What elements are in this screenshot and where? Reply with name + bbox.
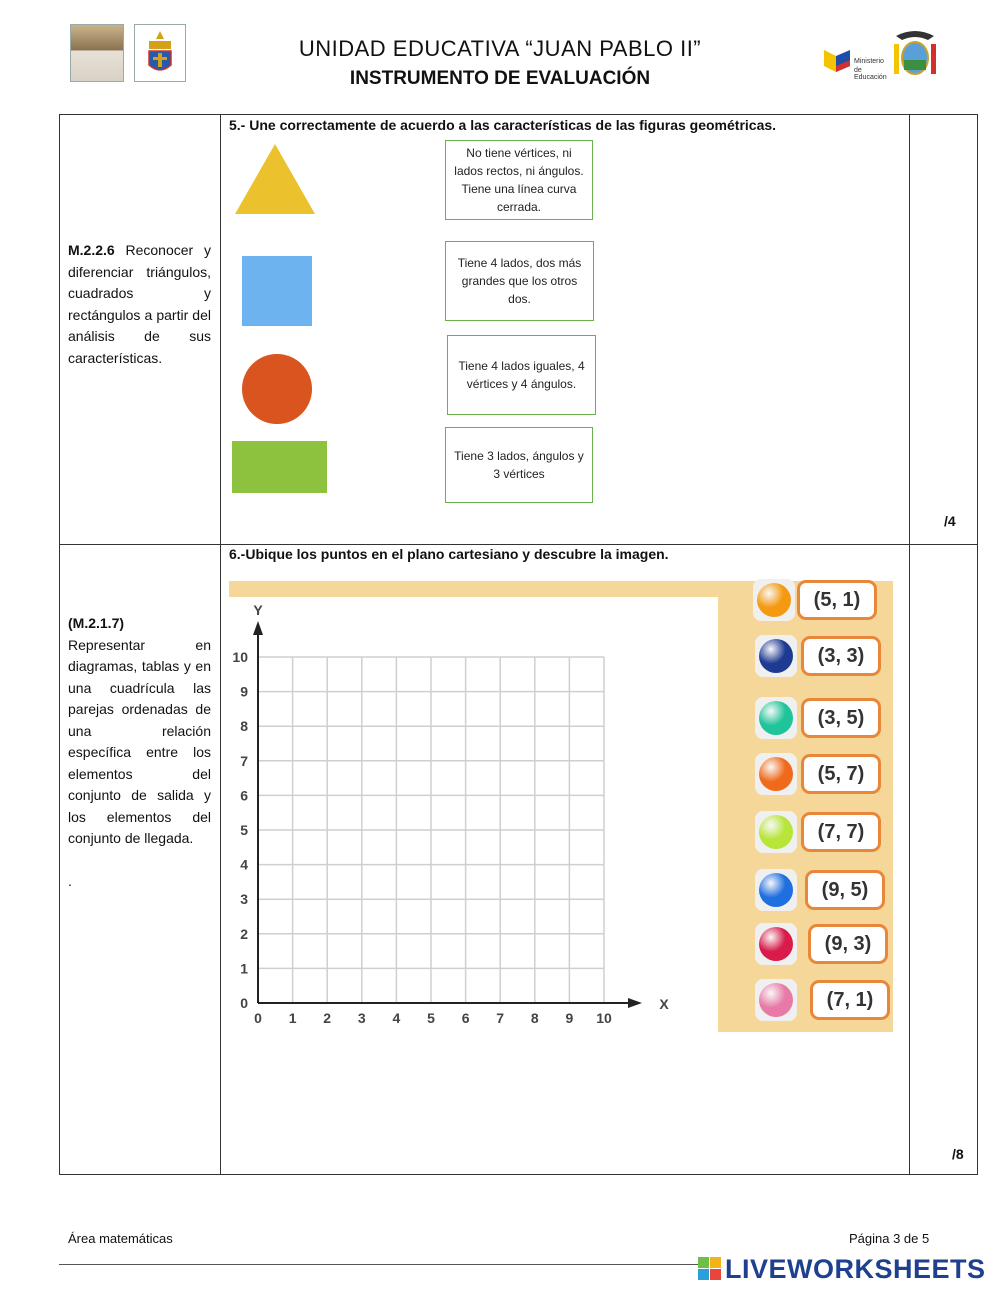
x-tick-label: 7: [496, 1010, 505, 1026]
footer-area: Área matemáticas: [68, 1231, 173, 1246]
q6-score: /8: [952, 1146, 964, 1162]
x-tick-label: 10: [596, 1010, 612, 1026]
y-tick-label: 7: [240, 752, 248, 769]
pope-photo: [70, 24, 124, 82]
ball-holder[interactable]: [755, 811, 797, 853]
ordered-pair-label: (7, 1): [810, 980, 890, 1020]
y-tick-label: 4: [240, 856, 248, 873]
table-col-divider-1: [220, 114, 221, 1175]
ordered-pair-label: (9, 5): [805, 870, 885, 910]
colored-ball-icon: [757, 583, 791, 617]
rectangle-shape: [232, 441, 327, 493]
colored-ball-icon: [759, 927, 793, 961]
x-tick-label: 8: [530, 1010, 539, 1026]
triangle-shape: [233, 142, 317, 216]
colored-ball-icon: [759, 873, 793, 907]
q5-score: /4: [944, 513, 956, 529]
x-tick-label: 5: [427, 1010, 435, 1026]
q5-standard-code: M.2.2.6: [68, 242, 115, 258]
q6-standard: [68, 613, 211, 893]
x-tick-label: 3: [357, 1010, 366, 1026]
q6-standard-text: Representar en diagramas, tablas y en una cuadrícula las parejas ordenadas de una relación específica entre los elementos del conjunto de salida y los elementos del conjunto de llegada.: [68, 636, 211, 846]
footer-page: Página 3 de 5: [849, 1231, 930, 1246]
ball-holder[interactable]: [755, 923, 797, 965]
description-box-rectangle[interactable]: Tiene 4 lados, dos más grandes que los otros dos.: [445, 241, 594, 321]
y-tick-label: 10: [232, 649, 248, 665]
q5-standard-text: Reconocer y diferenciar triángulos, cuadrados y rectángulos a partir del análisis de sus características.: [68, 242, 211, 366]
table-left-border: [59, 114, 60, 1175]
square-shape: [242, 256, 312, 326]
description-box-triangle[interactable]: Tiene 3 lados, ángulos y 3 vértices: [445, 427, 593, 503]
ball-holder[interactable]: [753, 579, 795, 621]
ministry-text-2: de Educación: [854, 67, 887, 81]
instrument-subtitle: INSTRUMENTO DE EVALUACIÓN: [349, 68, 651, 89]
table-bottom-border: [59, 1174, 978, 1175]
ball-holder[interactable]: [755, 979, 797, 1021]
y-tick-label: 0: [240, 995, 248, 1011]
ordered-pair-label: (9, 3): [808, 924, 888, 964]
y-axis-label: Y: [253, 602, 263, 618]
ministry-logo: [822, 46, 892, 80]
description-box-square[interactable]: Tiene 4 lados iguales, 4 vértices y 4 ángulos.: [447, 335, 596, 415]
cartesian-plane[interactable]: [229, 597, 718, 1032]
ordered-pair-label: (7, 7): [801, 812, 881, 852]
q6-title: 6.-Ubique los puntos en el plano cartesiano y descubre la imagen.: [229, 546, 669, 562]
colored-ball-icon: [759, 701, 793, 735]
colored-ball-icon: [759, 757, 793, 791]
x-axis-arrow: [628, 998, 642, 1008]
ordered-pair-label: (3, 5): [801, 698, 881, 738]
ordered-pair-label: (5, 7): [801, 754, 881, 794]
description-box-curve[interactable]: No tiene vértices, ni lados rectos, ni ángulos. Tiene una línea curva cerrada.: [445, 140, 593, 220]
y-tick-label: 1: [240, 960, 248, 977]
ordered-pair-label: (5, 1): [797, 580, 877, 620]
table-col-divider-2: [909, 114, 910, 1175]
table-row-divider: [59, 544, 978, 545]
ecuador-coat-of-arms: [892, 26, 938, 84]
table-top-border: [59, 114, 978, 115]
q6-dot: .: [68, 873, 72, 889]
ball-holder[interactable]: [755, 869, 797, 911]
y-tick-label: 6: [240, 787, 248, 804]
x-tick-label: 9: [565, 1010, 574, 1026]
y-tick-label: 9: [240, 683, 248, 700]
colored-ball-icon: [759, 639, 793, 673]
y-tick-label: 5: [240, 822, 248, 838]
footer-rule: [59, 1264, 699, 1265]
liveworksheets-watermark: LIVEWORKSHEETS: [725, 1254, 986, 1284]
x-axis-label: X: [659, 996, 669, 1012]
ordered-pair-label: (3, 3): [801, 636, 881, 676]
colored-ball-icon: [759, 983, 793, 1017]
ball-holder[interactable]: [755, 635, 797, 677]
papal-coat-of-arms: [134, 24, 186, 82]
ball-holder[interactable]: [755, 753, 797, 795]
colored-ball-icon: [759, 815, 793, 849]
q6-standard-code: (M.2.1.7): [68, 615, 125, 631]
ministry-text-1: Ministerio: [854, 58, 884, 65]
school-title: UNIDAD EDUCATIVA “JUAN PABLO II”: [298, 36, 702, 61]
x-tick-label: 2: [323, 1010, 332, 1026]
y-axis-arrow: [253, 621, 263, 635]
y-tick-label: 3: [240, 891, 248, 908]
y-tick-label: 8: [240, 718, 248, 735]
q5-standard: [68, 240, 211, 369]
ball-holder[interactable]: [755, 697, 797, 739]
x-tick-label: 4: [392, 1010, 401, 1026]
q5-title: 5.- Une correctamente de acuerdo a las características de las figuras geométricas.: [229, 117, 777, 133]
x-tick-label: 0: [254, 1010, 262, 1026]
y-tick-label: 2: [240, 925, 248, 942]
circle-shape: [242, 354, 312, 424]
table-right-border: [977, 114, 978, 1175]
x-tick-label: 6: [461, 1010, 470, 1026]
liveworksheets-logo-icon: [698, 1257, 722, 1281]
x-tick-label: 1: [288, 1010, 297, 1026]
